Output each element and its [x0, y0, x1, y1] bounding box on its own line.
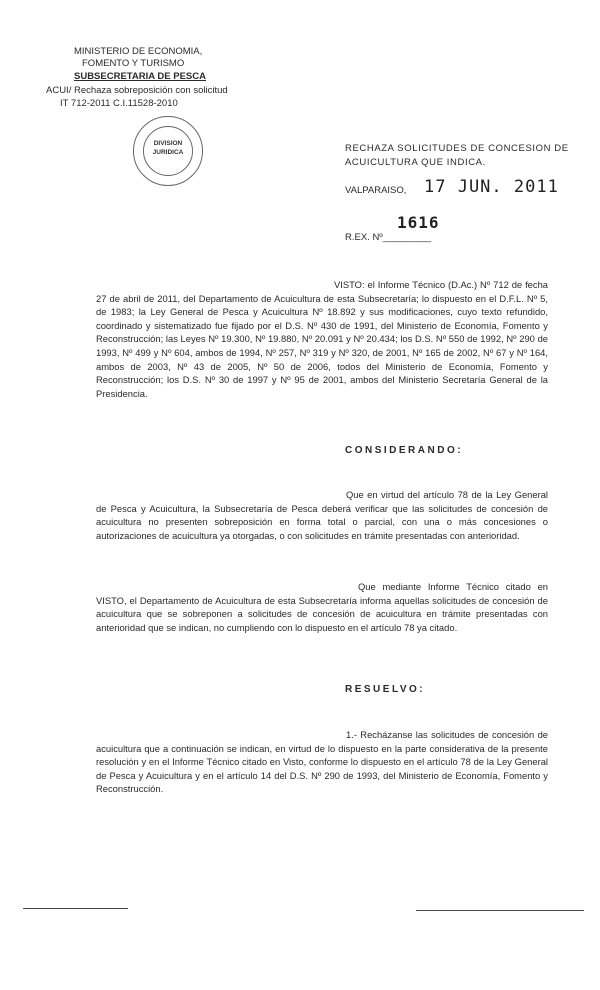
visto-paragraph: VISTO: el Informe Técnico (D.Ac.) Nº 712 de fecha 27 de abril de 2011, del Departamento de Acuicultura de esta Subsecretaría; lo dispuesto en el D.F.L. Nº 5, de 1983; la Ley General de Pesca y Acuicultura Nº 18.892 y sus modificaciones, cuyo texto refundido, coordinado y sistematizado fue fijado por el D.S. Nº 430 de 1991, del Ministerio de Economía, Fomento y Reconstrucción; las Leyes Nº 19.300, Nº 19.880, Nº 20.091 y Nº 20.434; los D.S. Nº 550 de 1992, Nº 290 de 1993, Nº 499 y Nº 604, ambos de 1994, Nº 257, Nº 319 y Nº 320, de 2001, Nº 165 de 2002, Nº 67 y Nº 164, ambos de 2003, Nº 43 de 2005, Nº 50 de 2006, todos del Ministerio de Economía, Fomento y Reconstrucción; los D.S. Nº 30 de 1997 y Nº 95 de 2001, ambos del Ministerio Secretaría General de la Presidencia.	[96, 279, 548, 399]
considerando-heading: CONSIDERANDO:	[345, 445, 464, 456]
division-juridica-seal	[133, 116, 203, 186]
date-stamp: 17 JUN. 2011	[424, 177, 559, 197]
ministry-name-line1: MINISTERIO DE ECONOMIA,	[74, 46, 203, 57]
subsecretaria-name: SUBSECRETARIA DE PESCA	[74, 71, 206, 82]
seal-text-line1: DIVISION	[153, 140, 183, 147]
signature-rule-left	[23, 908, 128, 909]
subject-line1: RECHAZA SOLICITUDES DE CONCESION DE	[345, 143, 569, 154]
document-code: IT 712-2011 C.I.11528-2010	[60, 98, 178, 109]
resolution-label	[345, 232, 431, 244]
resolution-number: 1616	[397, 213, 440, 232]
considerando-paragraph-2: Que mediante Informe Técnico citado en VISTO, el Departamento de Acuicultura de esta Subsecretaría informa aquellas solicitudes de concesión de acuicultura que se sobreponen a solicitudes de concesión de acuicultura en trámite presentadas con anterioridad que se indican, no cumpliendo con lo dispuesto en el artículo 78 ya citado.	[96, 581, 548, 633]
date-city: VALPARAISO,	[345, 185, 407, 196]
ministry-name-line2: FOMENTO Y TURISMO	[82, 58, 185, 69]
resuelvo-paragraph-1: 1.- Recházanse las solicitudes de concesión de acuicultura que a continuación se indican, en virtud de lo dispuesto en la parte considerativa de la presente resolución y en el Informe Técnico citado en Visto, conforme lo dispuesto en el artículo 78 de la Ley General de Pesca y Acuicultura y en el artículo 14 del D.S. Nº 290 de 1993, del Ministerio de Economía, Fomento y Reconstrucción.	[96, 729, 548, 795]
considerando-paragraph-1: Que en virtud del artículo 78 de la Ley General de Pesca y Acuicultura, la Subsecretaría de Pesca deberá verificar que las solicitudes de concesión de acuicultura no presenten sobreposición en forma total o parcial, con una o más concesiones o autorizaciones de acuicultura ya otorgadas, o con solicitudes en trámite presentadas con anterioridad.	[96, 489, 548, 541]
resolution-blank: __________	[382, 232, 431, 243]
seal-text-line2: JURIDICA	[152, 149, 184, 156]
document-reference: ACUI/ Rechaza sobreposición con solicitud	[46, 85, 228, 96]
subject-line2: ACUICULTURA QUE INDICA.	[345, 157, 486, 168]
signature-rule-right	[416, 910, 584, 911]
resuelvo-heading: RESUELVO:	[345, 684, 426, 695]
resolution-label-text: R.EX. Nº	[345, 232, 383, 243]
